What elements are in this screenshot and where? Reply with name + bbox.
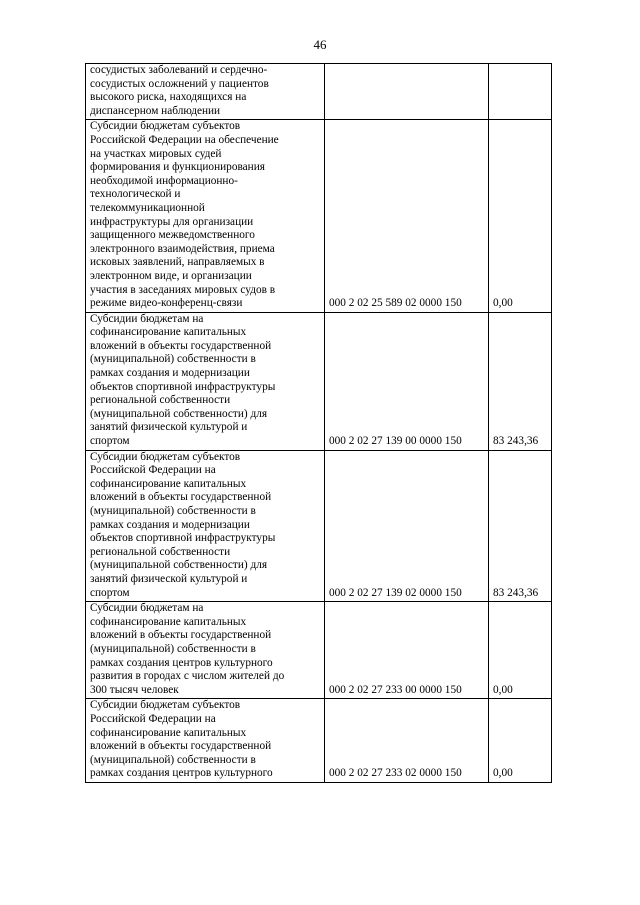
table-row	[86, 312, 552, 450]
income-name-cell: сосудистых заболеваний и сердечно- сосудистых осложнений у пациентов высокого риска, находящихся на диспансерном наблюдении	[86, 64, 325, 120]
budget-code-cell: 000 2 02 25 589 02 0000 150	[325, 120, 489, 312]
table-row	[86, 120, 552, 312]
table-row	[86, 64, 552, 120]
amount-cell: 83 243,36	[489, 450, 552, 602]
income-name-cell: Субсидии бюджетам на софинансирование капитальных вложений в объекты государственной (муниципальной) собственности в рамках создания центров культурного развития в городах с числом жителей до 300 тысяч человек	[86, 602, 325, 699]
budget-code-cell: 000 2 02 27 233 00 0000 150	[325, 602, 489, 699]
income-name-cell: Субсидии бюджетам субъектов Российской Федерации на софинансирование капитальных вложений в объекты государственной (муниципальной) собственности в рамках создания центров культурного	[86, 699, 325, 783]
amount-cell: 0,00	[489, 602, 552, 699]
table-row	[86, 602, 552, 699]
page-number: 46	[313, 37, 327, 52]
table-row	[86, 699, 552, 783]
budget-code-cell: 000 2 02 27 139 00 0000 150	[325, 312, 489, 450]
amount-cell: 0,00	[489, 699, 552, 783]
income-name-cell: Субсидии бюджетам субъектов Российской Федерации на софинансирование капитальных вложений в объекты государственной (муниципальной) собственности в рамках создания и модернизации объектов спортивной инфраструктуры региональной собственности (муниципальной собственности) для занятий физической культурой и спортом	[86, 450, 325, 602]
amount-cell: 83 243,36	[489, 312, 552, 450]
budget-code-cell: 000 2 02 27 139 02 0000 150	[325, 450, 489, 602]
budget-income-table	[85, 63, 552, 783]
budget-code-cell	[325, 64, 489, 120]
budget-code-cell: 000 2 02 27 233 02 0000 150	[325, 699, 489, 783]
income-name-cell: Субсидии бюджетам субъектов Российской Федерации на обеспечение на участках мировых судей формирования и функционирования необходимой информационно- технологической и телекоммуникационной инфраструктуры для организации защищенного межведомственного электронного взаимодействия, приема исковых заявлений, направляемых в электронном виде, и организации участия в заседаниях мировых судов в режиме видео-конференц-связи	[86, 120, 325, 312]
amount-cell	[489, 64, 552, 120]
amount-cell: 0,00	[489, 120, 552, 312]
table-row	[86, 450, 552, 602]
income-name-cell: Субсидии бюджетам на софинансирование капитальных вложений в объекты государственной (муниципальной) собственности в рамках создания и модернизации объектов спортивной инфраструктуры региональной собственности (муниципальной собственности) для занятий физической культурой и спортом	[86, 312, 325, 450]
